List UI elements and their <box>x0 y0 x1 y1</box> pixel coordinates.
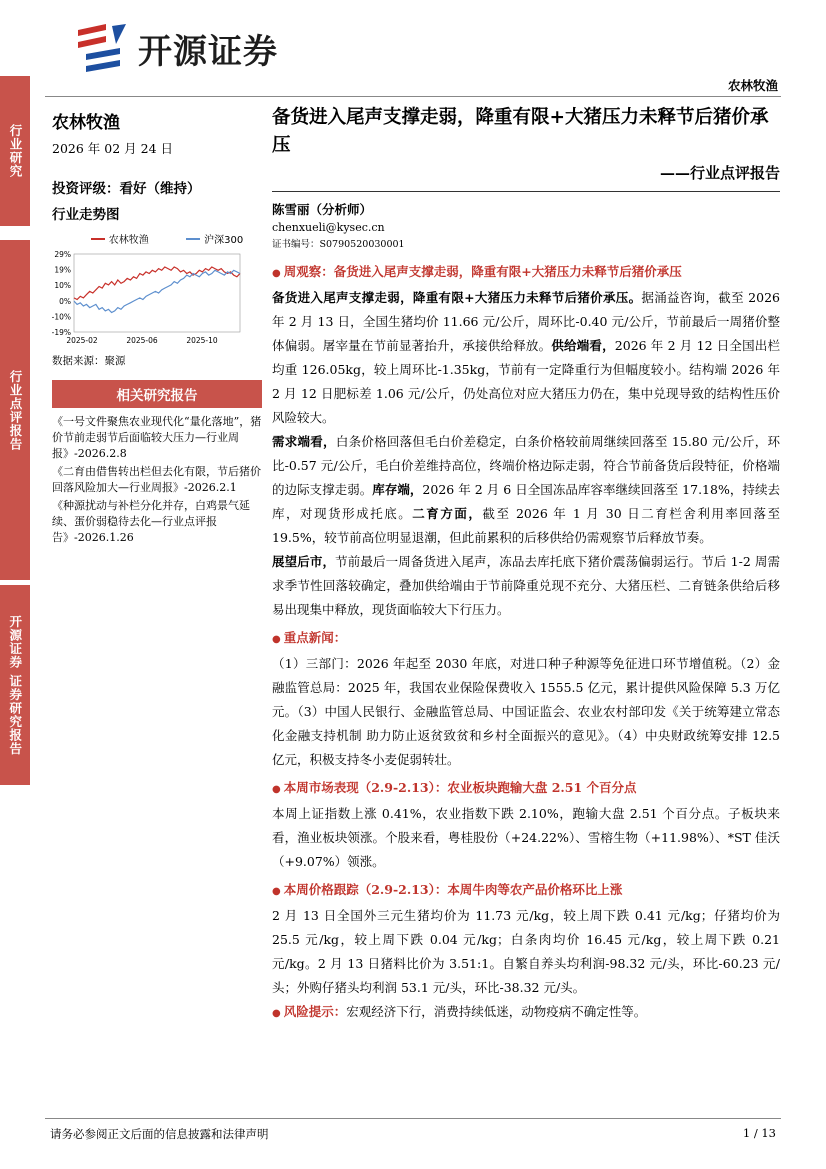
trend-chart-svg <box>52 246 262 350</box>
y-tick-label: -10% <box>52 312 71 322</box>
section-price-tracking: ● 本周价格跟踪（2.9-2.13）：本周牛肉等农产品价格环比上涨 <box>272 881 623 897</box>
investment-rating: 投资评级：看好（维持） <box>52 181 201 197</box>
related-report-link[interactable]: 《二育由借售转出栏但去化有限，节后猪价回落风险加大—行业周报》-2026.2.1 <box>52 464 261 494</box>
report-date: 2026 年 02 月 24 日 <box>52 141 173 156</box>
title-divider <box>272 191 780 192</box>
x-tick-label: 2025-02 <box>66 336 98 345</box>
related-report-link[interactable]: 《一号文件聚焦农业现代化“量化落地”，猪价节前走弱节后面临较大压力—行业周报》-2026.2.8 <box>52 415 262 460</box>
risk-warning: ● 风险提示：宏观经济下行，消费持续低迷，动物疫病不确定性等。 <box>272 1003 647 1019</box>
y-tick-label: 0% <box>59 296 71 306</box>
report-title: 备货进入尾声支撑走弱，降重有限+大猪压力未释节后猪价承压 <box>272 107 769 156</box>
brand-logo <box>76 20 326 76</box>
analyst-name: 陈雪丽（分析师） <box>272 201 373 217</box>
logo-mark-icon <box>76 22 134 74</box>
footer-disclaimer: 请务必参阅正文后面的信息披露和法律声明 <box>50 1127 269 1141</box>
legend-item-sector: 农林牧渔 <box>91 231 149 246</box>
paragraph: 备货进入尾声支撑走弱，降重有限+大猪压力未释节后猪价承压。据涌益咨询，截至 2026 年 2 月 13 日，全国生猪均价 11.66 元/公斤，周环比-0.40 元/公斤，节前最后一周猪价整体偏弱。屠宰量在节前显著抬升，承接供给释放。供给端看，2026 年 2 月 12 日全国出栏均重 126.05kg，较上周环比-1.35kg，节前有一定降重行为但幅度较小。结构端 2026 年 2 月 12 日肥标差 1.06 元/公斤，仍处高位对应大猪压力仍在，集中兑现导致的结构性压价风险较大。 <box>272 289 780 425</box>
trend-chart <box>52 231 262 349</box>
bullet-icon: ● <box>272 633 281 645</box>
footer-divider <box>45 1118 781 1119</box>
paragraph: 2 月 13 日全国外三元生猪均价为 11.73 元/kg，较上周下跌 0.41 元/kg；仔猪均价为 25.5 元/kg，较上周下跌 0.04 元/kg；白条肉均价 16.45 元/kg，较上周下跌 0.21 元/kg。2 月 13 日猪料比价为 3.51:1。自繁自养头均利润-98.32 元/头，环比-60.23 元/头；外购仔猪头均利润 53.1 元/头，环比-38.32 元/头。 <box>272 907 780 995</box>
legend-item-hs300: 沪深300 <box>186 231 243 246</box>
side-tab-report-type: 行业点评报告 <box>0 240 30 580</box>
page-number: 1 / 13 <box>742 1126 776 1140</box>
side-tab-industry-research: 行业研究 <box>0 76 30 226</box>
series-line-sector <box>74 267 240 300</box>
section-key-news: ● 重点新闻： <box>272 629 347 645</box>
brand-name: 开源证券 <box>138 31 278 72</box>
section-weekly-observation: ● 周观察：备货进入尾声支撑走弱，降重有限+大猪压力未释节后猪价承压 <box>272 263 682 279</box>
analyst-email[interactable]: chenxueli@kysec.cn <box>272 220 385 234</box>
related-reports-list <box>52 414 262 546</box>
bullet-icon: ● <box>272 885 281 897</box>
left-column <box>52 100 262 548</box>
y-tick-label: 19% <box>54 265 71 275</box>
side-tab-brand: 开源证券 证券研究报告 <box>0 585 30 785</box>
x-tick-label: 2025-06 <box>126 336 158 345</box>
report-type: ——行业点评报告 <box>659 163 780 182</box>
related-reports-header: 相关研究报告 <box>52 380 262 408</box>
y-tick-label: -19% <box>52 328 71 337</box>
bullet-icon: ● <box>272 267 281 279</box>
paragraph: 展望后市，节前最后一周备货进入尾声，冻品去库托底下猪价震荡偏弱运行。节后 1-2 周需求季节性回落较确定，叠加供给端由于节前降重兑现不充分、大猪压栏、二育链条供给后移易出现集中释放，现货面临较大下行压力。 <box>272 553 780 617</box>
series-line-hs300 <box>74 270 240 312</box>
paragraph: 本周上证指数上涨 0.41%，农业指数下跌 2.10%，跑输大盘 2.51 个百分点。子板块来看，渔业板块领涨。个股来看，粤桂股份（+24.22%）、雪榕生物（+11.98%）、*ST 佳沃（+9.07%）领涨。 <box>272 805 780 869</box>
section-market-performance: ● 本周市场表现（2.9-2.13）：农业板块跑输大盘 2.51 个百分点 <box>272 779 637 795</box>
analyst-cert: 证书编号：S0790520030001 <box>272 238 405 250</box>
header-divider <box>45 96 781 97</box>
related-report-link[interactable]: 《种源扰动与补栏分化并存，白鸡景气延续、蛋价弱稳待去化—行业点评报告》-2026.1.26 <box>52 498 250 544</box>
chart-legend <box>72 231 262 246</box>
trend-chart-title: 行业走势图 <box>52 207 120 223</box>
sector-tag: 农林牧渔 <box>727 78 778 93</box>
bullet-icon: ● <box>272 783 281 795</box>
paragraph: 需求端看，白条价格回落但毛白价差稳定，白条价格较前周继续回落至 15.80 元/公斤，环比-0.57 元/公斤，毛白价差维持高位，终端价格边际走弱，符合节前备货后段特征，价格端的边际支撑走弱。库存端，2026 年 2 月 6 日全国冻品库容率继续回落至 17.18%，持续去库，对现货形成托底。二育方面，截至 2026 年 1 月 30 日二育栏舍利用率回落至 19.5%，较节前高位明显退潮，但此前累积的后移供给仍需观察节后释放节奏。 <box>272 433 780 545</box>
x-tick-label: 2025-10 <box>186 336 218 345</box>
paragraph: （1）三部门：2026 年起至 2030 年底，对进口种子种源等免征进口环节增值税。（2）金融监管总局：2025 年，我国农业保险保费收入 1555.5 亿元，累计提供风险保障 5.3 万亿元。（3）中国人民银行、金融监管总局、中国证监会、农业农村部印发《关于统筹建立常态化金融支持机制 助力防止返贫致贫和乡村全面振兴的意见》。（4）中央财政统筹安排 12.5 亿元，积极支持冬小麦促弱转壮。 <box>272 655 780 767</box>
bullet-icon: ● <box>272 1007 281 1019</box>
chart-frame <box>74 254 240 332</box>
y-tick-label: 29% <box>54 250 71 259</box>
y-tick-label: 10% <box>54 281 71 291</box>
main-column <box>272 100 780 1026</box>
sector-title: 农林牧渔 <box>52 113 120 133</box>
data-source: 数据来源：聚源 <box>52 355 126 367</box>
